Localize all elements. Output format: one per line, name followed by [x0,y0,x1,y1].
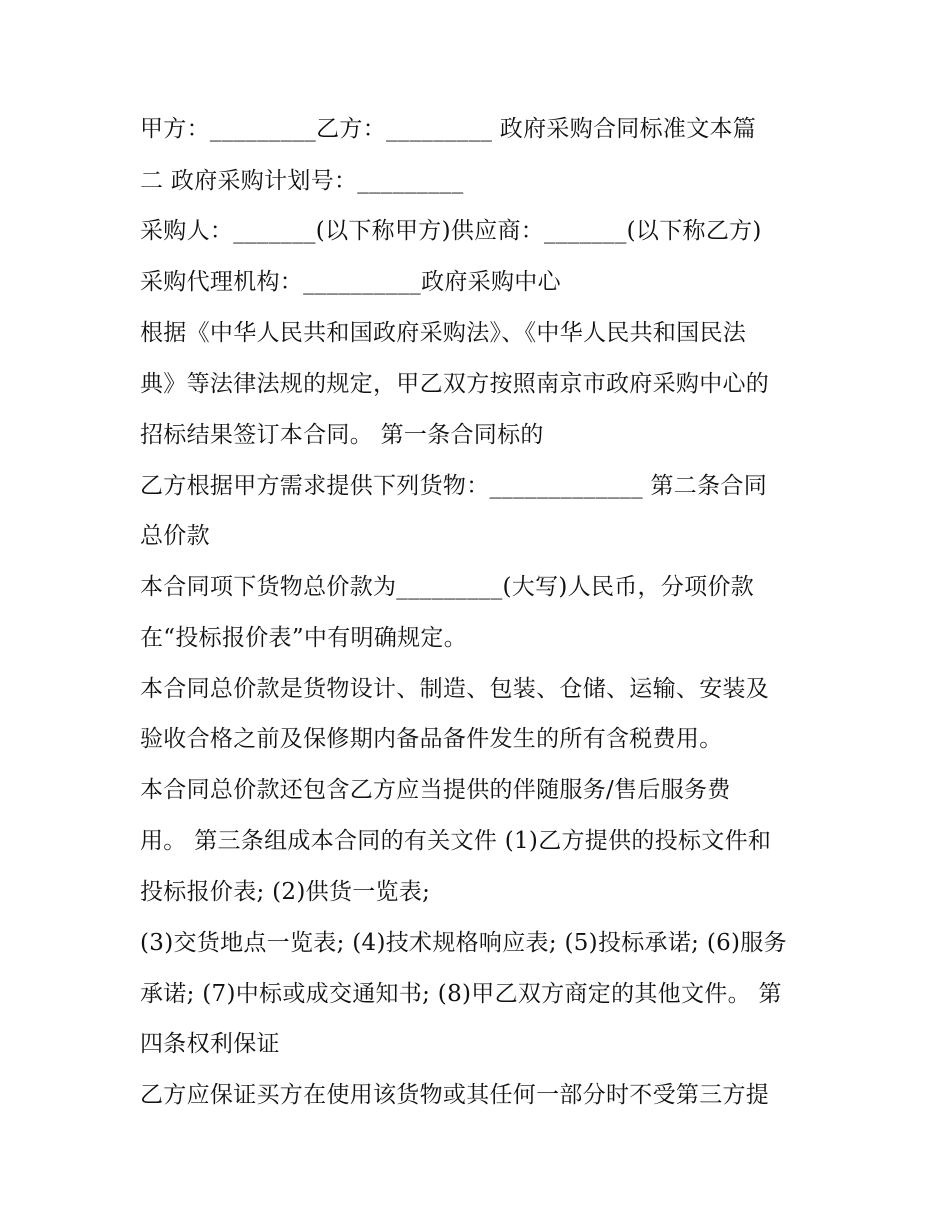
text-line-6: 典》等法律法规的规定，甲乙双方按照南京市政府采购中心的 [140,371,770,397]
text-line-9: 总价款 [140,523,210,549]
text-line-15: 用。 第三条组成本合同的有关文件 (1)乙方提供的投标文件和 [140,828,772,854]
text-line-1: 甲方：_________乙方：_________ 政府采购合同标准文本篇 [140,116,757,142]
text-line-20: 乙方应保证买方在使用该货物或其任何一部分时不受第三方提 [140,1082,770,1108]
text-line-12: 本合同总价款是货物设计、制造、包装、仓储、运输、安装及 [140,676,770,702]
text-line-8: 乙方根据甲方需求提供下列货物：_____________ 第二条合同 [140,473,768,499]
text-line-17: (3)交货地点一览表; (4)技术规格响应表; (5)投标承诺; (6)服务 [140,930,787,956]
text-line-13: 验收合格之前及保修期内备品备件发生的所有含税费用。 [140,726,723,752]
text-line-19: 四条权利保证 [140,1031,280,1057]
text-line-11: 在“投标报价表”中有明确规定。 [140,625,468,651]
text-line-14: 本合同总价款还包含乙方应当提供的伴随服务/售后服务费 [140,777,731,803]
text-line-16: 投标报价表; (2)供货一览表; [140,879,431,905]
text-line-10: 本合同项下货物总价款为_________(大写)人民币，分项价款 [140,574,755,600]
text-line-3: 采购人：_______(以下称甲方)供应商：_______(以下称乙方) [140,218,762,244]
text-line-7: 招标结果签订本合同。 第一条合同标的 [140,422,544,448]
text-line-4: 采购代理机构：__________政府采购中心 [140,269,561,295]
text-line-2: 二 政府采购计划号：_________ [140,168,464,194]
text-line-18: 承诺; (7)中标或成交通知书; (8)甲乙双方商定的其他文件。 第 [140,981,782,1007]
text-line-5: 根据《中华人民共和国政府采购法》、《中华人民共和国民法 [140,320,747,346]
